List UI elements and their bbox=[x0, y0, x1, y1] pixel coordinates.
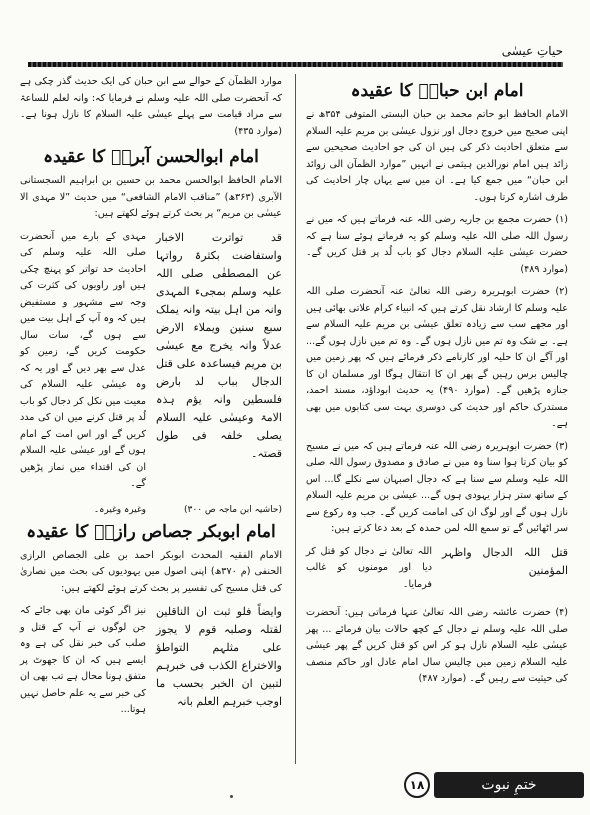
section-title-abiri: امام ابوالحسن آبریؒ کا عقیدہ bbox=[43, 147, 259, 167]
paragraph-jassas-intro: الامام الفقیہ المحدث ابوبکر احمد بن علی الجصاص الرازی الحنفی (م ۳۷۰ھ) اپنی اصول میں یہودیوں کی بحث میں نصاریٰ کی قتل مسیح کی تفسیر پر بحث کرتے ہوئے لکھتے ہیں: bbox=[20, 549, 283, 594]
column-divider bbox=[295, 74, 296, 764]
arabic-text-abiri: قد تواترت الاخبار واستفاضت بکثرۃ رواتہا عن المصطفٰی صلی اللہ علیہ وسلم بمجیء المہدی وانہ من اہل بیتہ وانہ یملک سبع سنین ویملاء الارض عدلاً وانہ یخرج مع عیسٰی بن مریم فیساعدہ علی قتل الدجال بباب لد بارض فلسطین وانہ یؤم ہذہ الامۃ وعیسٰی علیہ السلام یصلی خلفہ فی طول قصتہ۔ bbox=[156, 230, 282, 460]
abiri-text-block bbox=[20, 229, 282, 499]
running-title: حیاتِ عیسٰی bbox=[501, 44, 563, 58]
header-rule bbox=[28, 62, 563, 67]
left-column bbox=[20, 74, 282, 731]
paragraph-hadith-2: (۲) حضرت ابوہریرہ رضی اللہ تعالیٰ عنہ آنحضرت صلی اللہ علیہ وسلم کا ارشاد نقل کرتے ہیں کہ انبیاء کرام علاتی بھائی ہیں اور مجھے سب سے زیادہ تعلق عیسٰی بن مریم علیہ السلام سے ہے۔ بے شک وہ تم میں نازل ہوں گے۔ وہ تم میں نازل ہوں گے... اور آگے ان کا حلیہ اور کارنامے ذکر فرمائے ہیں کہ پھر زمین میں چالیس برس رہیں گے پھر ان کا انتقال ہوگا اور مسلمان ان کا جنازہ پڑھیں گے۔ (موارد ۴۹۰) یہ حدیث ابوداؤد، مسند احمد، مستدرک حاکم اور حدیث کی دوسری بہت سی کتابوں میں بھی ہے۔ bbox=[306, 286, 569, 429]
paragraph-abiri-intro: الامام الحافظ ابوالحسن محمد بن حسین بن ابراہیم السجستانی الآبری (۳۶۳ھ) ”مناقب الامام الشافعی“ میں حدیث ”لا مہدی الا عیسٰی بن مریم“ پر بحث کرتے ہوئے لکھتے ہیں: bbox=[20, 175, 282, 219]
magazine-badge: ختمِ نبوت bbox=[434, 772, 584, 798]
reference-etc: وغیرہ وغیرہ۔ bbox=[93, 504, 146, 515]
scan-mark bbox=[230, 795, 233, 798]
quote-translation: اللہ تعالیٰ نے دجال کو قتل کر دیا اور مومنوں کو غالب فرمایا۔ bbox=[306, 545, 432, 590]
right-column bbox=[306, 74, 568, 694]
paragraph-intro: الامام الحافظ ابو حاتم محمد بن حبان البستی المتوفی ۳۵۴ھ نے اپنی صحیح میں خروج دجال اور نزول عیسٰی بن مریم علیہ السلام سے متعلق احادیث ذکر کی ہیں ان کی جو احادیث صحیحین سے زائد ہیں امام نورالدین ہیثمی نے انہیں ”موارد الظمآن الی زوائد ابن حبان“ میں جمع کیا ہے۔ ان میں سے یہاں چار احادیث کی طرف اشارہ کرتا ہوں۔ bbox=[306, 109, 568, 203]
paragraph-hadith-1: (۱) حضرت مجمع بن جاریہ رضی اللہ عنہ فرماتے ہیں کہ میں نے رسول اللہ صلی اللہ علیہ وسلم کو یہ فرماتے ہوئے سنا ہے کہ حضرت عیسٰی علیہ السلام دجال کو باب لُد پر قتل کریں گے۔ (موارد ۴۸۹) bbox=[306, 214, 568, 275]
arabic-quote: قتل اللہ الدجال واظہر المؤمنین bbox=[442, 545, 568, 577]
reference-ibn-majah: (حاشیہ ابن ماجہ ص ۳۰۰) bbox=[184, 504, 282, 515]
paragraph-continuation: موارد الظمآن کے حوالے سے ابن حبان کی ایک حدیث گذر چکی ہے کہ آنحضرت صلی اللہ علیہ وسلم نے فرمایا کہ: وانہ لعلم للساعۃ سے مراد قیامت سے پہلے عیسٰی علیہ السلام کا نازل ہونا ہے۔ (موارد ۴۳۵) bbox=[20, 76, 282, 137]
page-footer bbox=[404, 772, 584, 798]
jassas-text-block bbox=[20, 603, 282, 725]
section-title-ibn-hibban: امام ابن حبانؒ کا عقیدہ bbox=[350, 81, 524, 101]
urdu-translation-abiri: مہدی کے بارے میں آنحضرت صلی اللہ علیہ وسلم کی احادیث حد تواتر کو پہنچ چکی ہیں اور راویوں کی کثرت کی وجہ سے مشہور و مستفیض ہیں کہ وہ آپ کے اہل بیت میں سے ہوں گے، سات سال حکومت کریں گے، زمین کو عدل سے بھر دیں گے اور یہ کہ وہ عیسٰی علیہ السلام کی معیت میں نکل کر دجال کو باب لُد پر قتل کرنے میں ان کی مدد کریں گے اور اس امت کے امام ہوں گے اور عیسٰی علیہ السلام ان کی اقتداء میں نماز پڑھیں گے۔ bbox=[20, 230, 146, 489]
arabic-text-jassas: وایضاً فلو ثبت ان الناقلین لقتلہ وصلبہ قوم لا یجوز علی مثلہم التواطؤ والاختراع الکذب فی خبرہم لتبین ان الخبر بحسب ما اوجب خبرہم العلم بانہ bbox=[156, 605, 282, 708]
paragraph-hadith-3: (۳) حضرت ابوہریرہ رضی اللہ عنہ فرماتے ہیں کہ میں نے مسیح کو بیان کرتا ہوا سنا وہ میں نے صادق و مصدوق رسول اللہ صلی اللہ علیہ وسلم سے سنا ہے کہ دجال اصبہان سے نکلے گا... اس کے ساتھ ستر ہزار یہودی ہوں گے... عیسٰی بن مریم علیہ السلام نازل ہوں گے اور لوگ ان کی امامت کریں گے۔ جب وہ رکوع سے سر اٹھائیں گے تو سمع اللہ لمن حمدہ کے بعد دعا کرتے ہیں: bbox=[306, 440, 568, 534]
running-header bbox=[28, 44, 563, 70]
paragraph-hadith-4: (۴) حضرت عائشہ رضی اللہ تعالیٰ عنہا فرماتی ہیں: آنحضرت صلی اللہ علیہ وسلم نے دجال کے کچھ حالات بیان فرمائے ... پھر عیسٰی علیہ السلام نازل ہو کر اس کو قتل کریں گے پھر عیسٰی علیہ السلام زمین میں چالیس سال امام عادل اور حاکم منصف کی حیثیت سے رہیں گے۔ (موارد ۴۸۷) bbox=[306, 607, 568, 684]
quote-block bbox=[306, 544, 568, 600]
urdu-translation-jassas: نیز اگر کوئی مان بھی جائے کہ جن لوگوں نے آپ کے قتل و صلب کی خبر نقل کی ہے وہ ایسے ہیں کہ ان کا جھوٹ پر متفق ہونا محال ہے تب بھی ان کی خبر سے یہ علم حاصل نہیں ہوتا... bbox=[20, 605, 146, 715]
page-number: ۱۸ bbox=[404, 772, 430, 798]
abiri-refs bbox=[20, 505, 282, 515]
section-title-jassas: امام ابوبکر جصاص رازیؒ کا عقیدہ bbox=[26, 521, 276, 542]
